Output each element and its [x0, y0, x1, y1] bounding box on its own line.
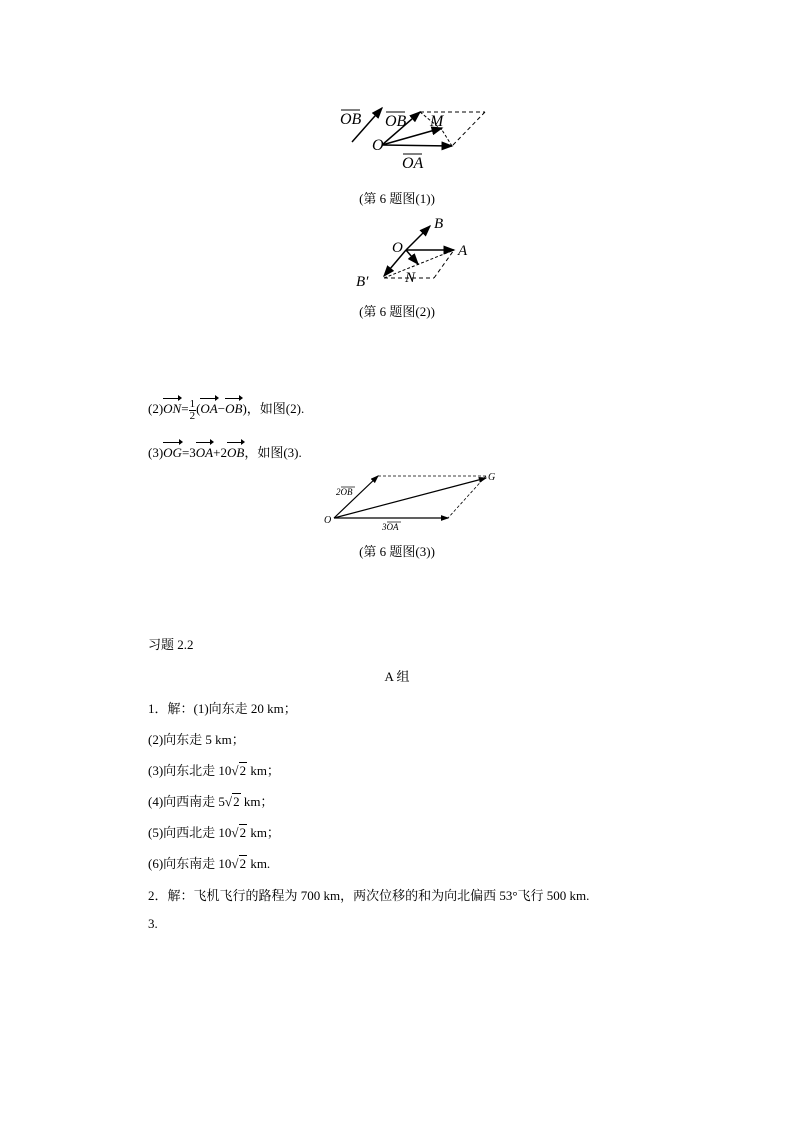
label-n: N	[405, 270, 416, 286]
sqrt-2: √2	[224, 794, 240, 809]
vector-og	[334, 478, 486, 518]
equation-2: (2)ON= $\frac{1}{2}$ (OA−OB)，如图(2).	[148, 397, 305, 422]
figure-2	[350, 212, 480, 290]
label-g: G	[488, 472, 496, 483]
vector-ob: OB	[226, 445, 245, 460]
equation-3: (3)OG=3OA+2OB，如图(3).	[148, 445, 302, 460]
label-o: O	[372, 137, 384, 154]
sqrt-2: √2	[231, 763, 247, 778]
label-m: M	[430, 113, 444, 130]
label-b-prime: B′	[356, 274, 369, 290]
label-ob-left: OB	[340, 111, 362, 128]
vector-oa: OA	[195, 445, 214, 460]
figure-1-caption: (第 6 题图(1))	[359, 191, 435, 206]
vector-on	[406, 250, 418, 264]
label-oa: OA	[402, 155, 424, 172]
vector-ob	[406, 226, 430, 250]
answer-1-6: (6)向东南走 10√2 km.	[148, 856, 271, 871]
figure-1	[330, 100, 500, 175]
label-a: A	[458, 243, 468, 259]
figure-3	[320, 468, 505, 534]
vector-oa: OA	[200, 401, 218, 416]
answer-1-3: (3)向东北走 10√2 km；	[148, 763, 280, 778]
answer-3: 3.	[148, 916, 158, 931]
vector-og: OG	[163, 445, 182, 460]
vector-oa	[382, 145, 452, 146]
label-o: O	[324, 515, 332, 526]
label-3oa: 3OA	[382, 522, 399, 532]
sqrt-2: √2	[231, 856, 247, 871]
label-o: O	[392, 240, 403, 256]
section-title: 习题 2.2	[148, 637, 194, 652]
fraction-half: $\frac{1}{2}$	[189, 397, 196, 422]
answer-2: 2．解：飞机飞行的路程为 700 km，两次位移的和为向北偏西 53°飞行 500 km.	[148, 888, 590, 903]
sqrt-2: √2	[231, 825, 247, 840]
answer-1-5: (5)向西北走 10√2 km；	[148, 825, 280, 840]
answer-1-4: (4)向西南走 5√2 km；	[148, 794, 274, 809]
figure-2-caption: (第 6 题图(2))	[359, 304, 435, 319]
answer-1-2: (2)向东走 5 km；	[148, 732, 245, 747]
label-2ob: 2OB	[336, 487, 353, 497]
label-ob: OB	[385, 113, 407, 130]
label-b: B	[434, 216, 444, 232]
group-heading: A 组	[384, 669, 410, 684]
vector-ob: OB	[225, 401, 243, 416]
vector-on: ON	[163, 401, 182, 416]
answer-1-1: 1．解：(1)向东走 20 km；	[148, 701, 297, 716]
figure-3-caption: (第 6 题图(3))	[359, 544, 435, 559]
